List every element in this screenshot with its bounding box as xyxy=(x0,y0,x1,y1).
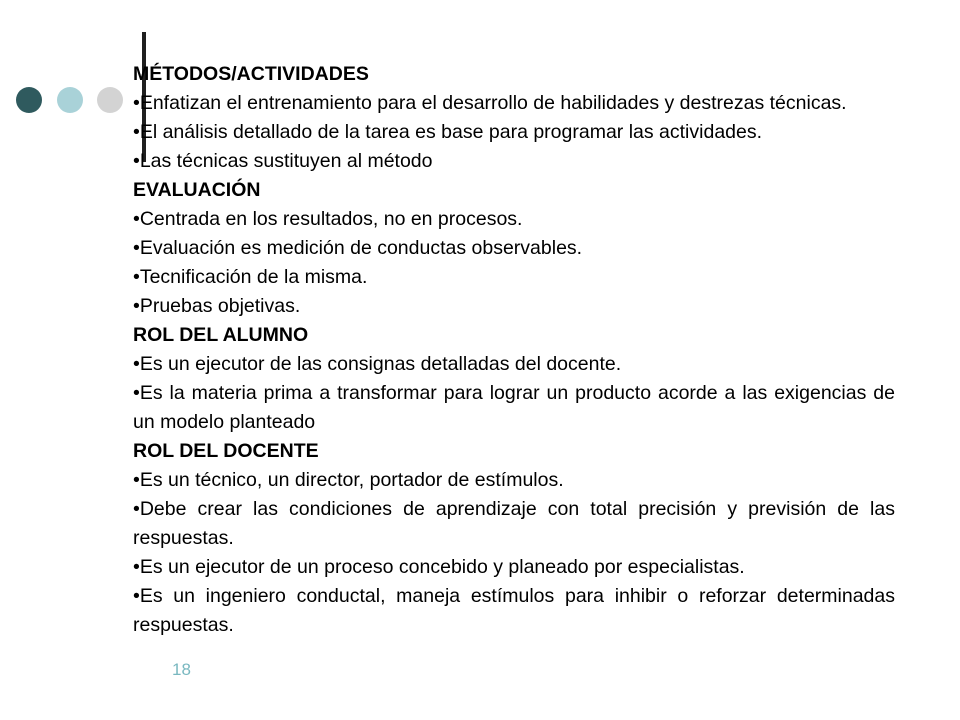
decorative-dot-light-teal xyxy=(57,87,83,113)
section-heading-rol-alumno: ROL DEL ALUMNO xyxy=(133,324,309,346)
decorative-dot-gray xyxy=(97,87,123,113)
slide-body xyxy=(133,60,895,640)
bullet-item: •Evaluación es medición de conductas observables. xyxy=(133,237,583,259)
bullet-item: •Debe crear las condiciones de aprendizaje con total precisión y previsión de las respuestas. xyxy=(133,498,895,549)
bullet-item: •Enfatizan el entrenamiento para el desarrollo de habilidades y destrezas técnicas. xyxy=(133,92,847,114)
bullet-item: •Es un ejecutor de un proceso concebido y planeado por especialistas. xyxy=(133,556,745,578)
section-heading-metodos: MÉTODOS/ACTIVIDADES xyxy=(133,63,369,85)
bullet-item: •Es un ejecutor de las consignas detalladas del docente. xyxy=(133,353,622,375)
slide-number: 18 xyxy=(172,660,191,679)
bullet-item: •Pruebas objetivas. xyxy=(133,295,301,317)
bullet-item: •Las técnicas sustituyen al método xyxy=(133,150,433,172)
bullet-item: •Es un técnico, un director, portador de estímulos. xyxy=(133,469,564,491)
bullet-item: •Es un ingeniero conductal, maneja estímulos para inhibir o reforzar determinadas respuestas. xyxy=(133,585,895,636)
bullet-item: •Es la materia prima a transformar para lograr un producto acorde a las exigencias de un modelo planteado xyxy=(133,382,895,433)
section-heading-rol-docente: ROL DEL DOCENTE xyxy=(133,440,319,462)
decorative-dot-dark xyxy=(16,87,42,113)
bullet-item: •Tecnificación de la misma. xyxy=(133,266,368,288)
section-heading-evaluacion: EVALUACIÓN xyxy=(133,179,261,201)
bullet-item: •El análisis detallado de la tarea es base para programar las actividades. xyxy=(133,121,763,143)
bullet-item: •Centrada en los resultados, no en procesos. xyxy=(133,208,523,230)
